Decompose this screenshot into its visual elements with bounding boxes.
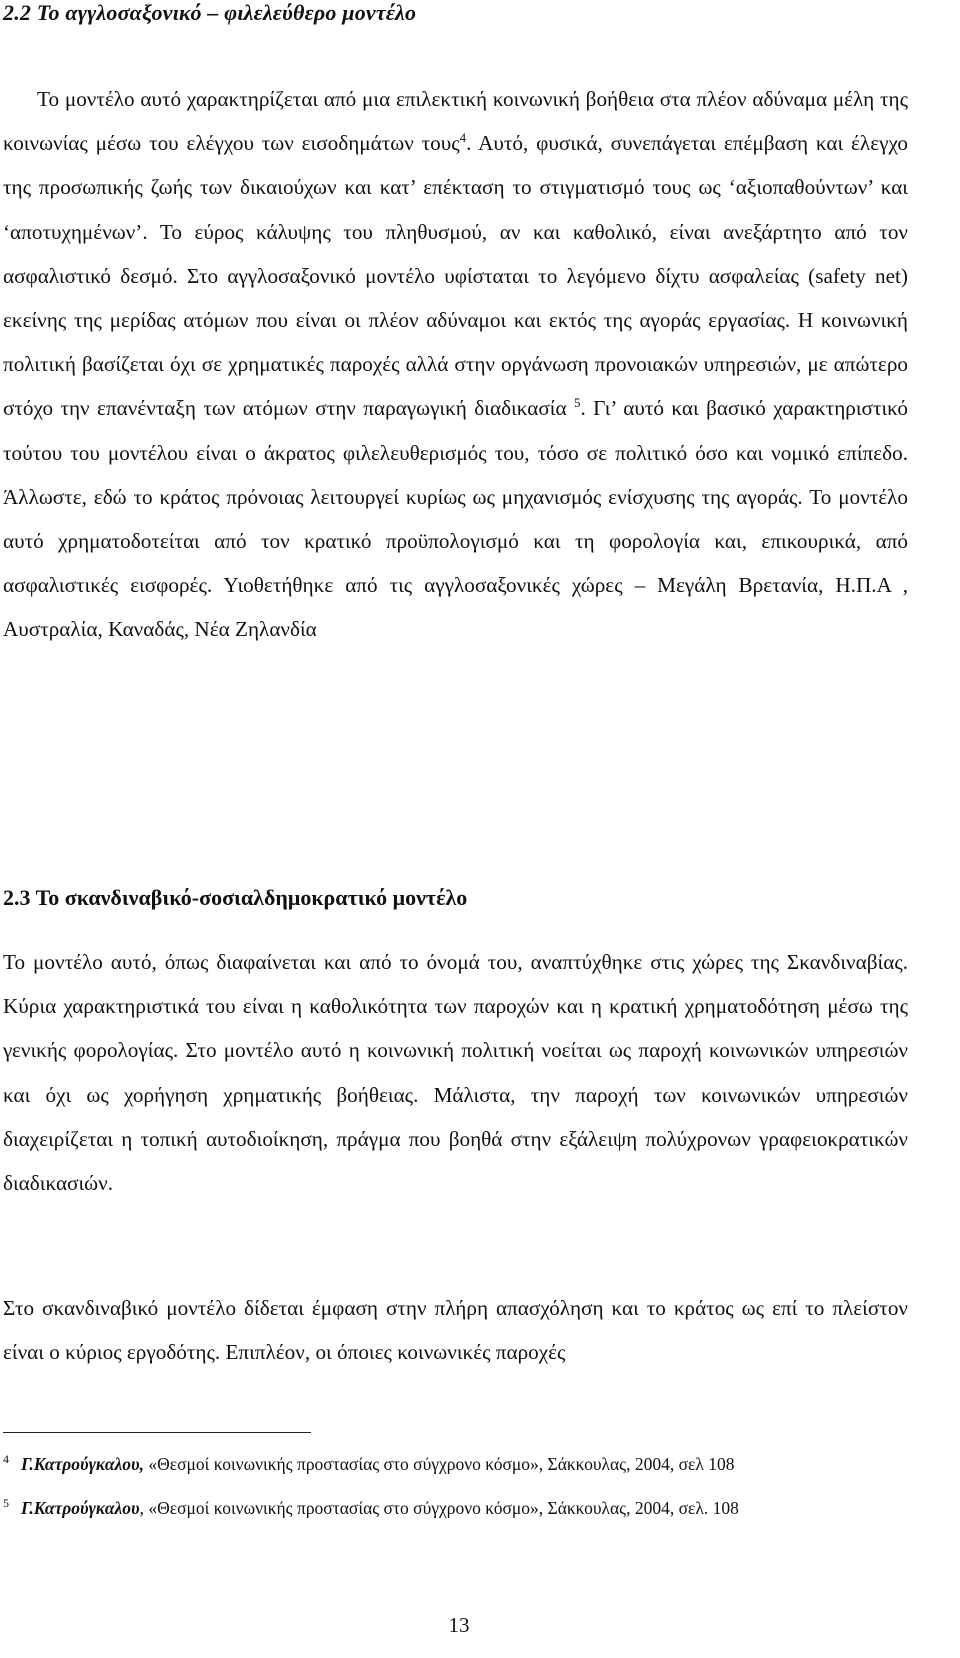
paragraph-scandinavian-model-1: Το μοντέλο αυτό, όπως διαφαίνεται και από το όνομά του, αναπτύχθηκε στις χώρες της Σκανδιναβίας. Κύρια χαρακτηριστικά του είναι η καθολικότητα των παροχών και η κρατική χρηματοδότηση μέσω της γενικής φορολογίας. Στο μοντέλο αυτό η κοινωνική πολιτική νοείται ως παροχή κοινωνικών υπηρεσιών και όχι ως χορήγηση χρηματικής βοήθειας. Μάλιστα, την παροχή των κοινωνικών υπηρεσιών διαχειρίζεται η τοπική αυτοδιοίκηση, πράγμα που βοηθά στην εξάλειψη πολύχρονων γραφειοκρατικών διαδικασιών.: [3, 950, 908, 1196]
section-heading-2-2: 2.2 Το αγγλοσαξονικό – φιλελεύθερο μοντέλο: [3, 0, 417, 25]
footnote-number: 5: [3, 1496, 9, 1511]
footnote-author: Γ.Κατρούγκαλου,: [21, 1454, 144, 1474]
paragraph-liberal-model: [3, 77, 908, 652]
paragraph-scandinavian-model-2: Στο σκανδιναβικό μοντέλο δίδεται έμφαση στην πλήρη απασχόληση και το κράτος ως επί το πλείστον είναι ο κύριος εργοδότης. Επιπλέον, οι όποιες κοινωνικές παροχές: [3, 1296, 908, 1365]
paragraph-text: . Γι’ αυτό και βασικό χαρακτηριστικό τούτου του μοντέλου είναι ο άκρατος φιλελευθερισμός του, τόσο σε πολιτικό όσο και νομικό επίπεδο. Άλλωστε, εδώ το κράτος πρόνοιας λειτουργεί κυρίως ως μηχανισμός ενίσχυσης της αγοράς. Το μοντέλο αυτό χρηματοδοτείται από τον κρατικό προϋπολογισμό και τη φορολογία και, επικουρικά, από ασφαλιστικές εισφορές. Υιοθετήθηκε από τις αγγλοσαξονικές χώρες – Μεγάλη Βρετανία, Η.Π.Α , Αυστραλία, Καναδάς, Νέα Ζηλανδία: [3, 396, 908, 642]
footnote-text: «Θεσμοί κοινωνικής προστασίας στο σύγχρονο κόσμο», Σάκκουλας, 2004, σελ 108: [144, 1454, 735, 1474]
paragraph-text: Το μοντέλο αυτό χαρακτηρίζεται από μια επιλεκτική κοινωνική βοήθεια στα πλέον αδύναμα μέλη της κοινωνίας μέσω του ελέγχου των εισοδημάτων τους: [3, 87, 908, 156]
page-number: 13: [448, 1613, 470, 1637]
footnote-5: [3, 1496, 933, 1520]
footnote-separator: [3, 1432, 311, 1433]
section-heading-2-3: 2.3 Το σκανδιναβικό-σοσιαλδημοκρατικό μοντέλο: [3, 885, 468, 910]
footnote-number: 4: [3, 1452, 9, 1467]
footnote-ref-4: 4: [459, 130, 467, 146]
footnote-author: Γ.Κατρούγκαλου: [21, 1498, 140, 1518]
footnote-4: [3, 1452, 933, 1476]
paragraph-text: . Αυτό, φυσικά, συνεπάγεται επέμβαση και έλεγχο της προσωπικής ζωής των δικαιούχων και κατ’ επέκταση το στιγματισμό τους ως ‘αξιοπαθούντων’ και ‘αποτυχημένων’. Το εύρος κάλυψης του πληθυσμού, αν και καθολικό, είναι ανεξάρτητο από τον ασφαλιστικό δεσμό. Στο αγγλοσαξονικό μοντέλο υφίσταται το λεγόμενο δίχτυ ασφαλείας (safety net) εκείνης της μερίδας ατόμων που είναι οι πλέον αδύναμοι και εκτός της αγοράς εργασίας. Η κοινωνική πολιτική βασίζεται όχι σε χρηματικές παροχές αλλά στην οργάνωση προνοιακών υπηρεσιών, με απώτερο στόχο την επανένταξη των ατόμων στην παραγωγική διαδικασία: [3, 131, 908, 421]
footnote-ref-5: 5: [573, 395, 581, 411]
footnote-text: , «Θεσμοί κοινωνικής προστασίας στο σύγχρονο κόσμο», Σάκκουλας, 2004, σελ. 108: [139, 1498, 739, 1518]
